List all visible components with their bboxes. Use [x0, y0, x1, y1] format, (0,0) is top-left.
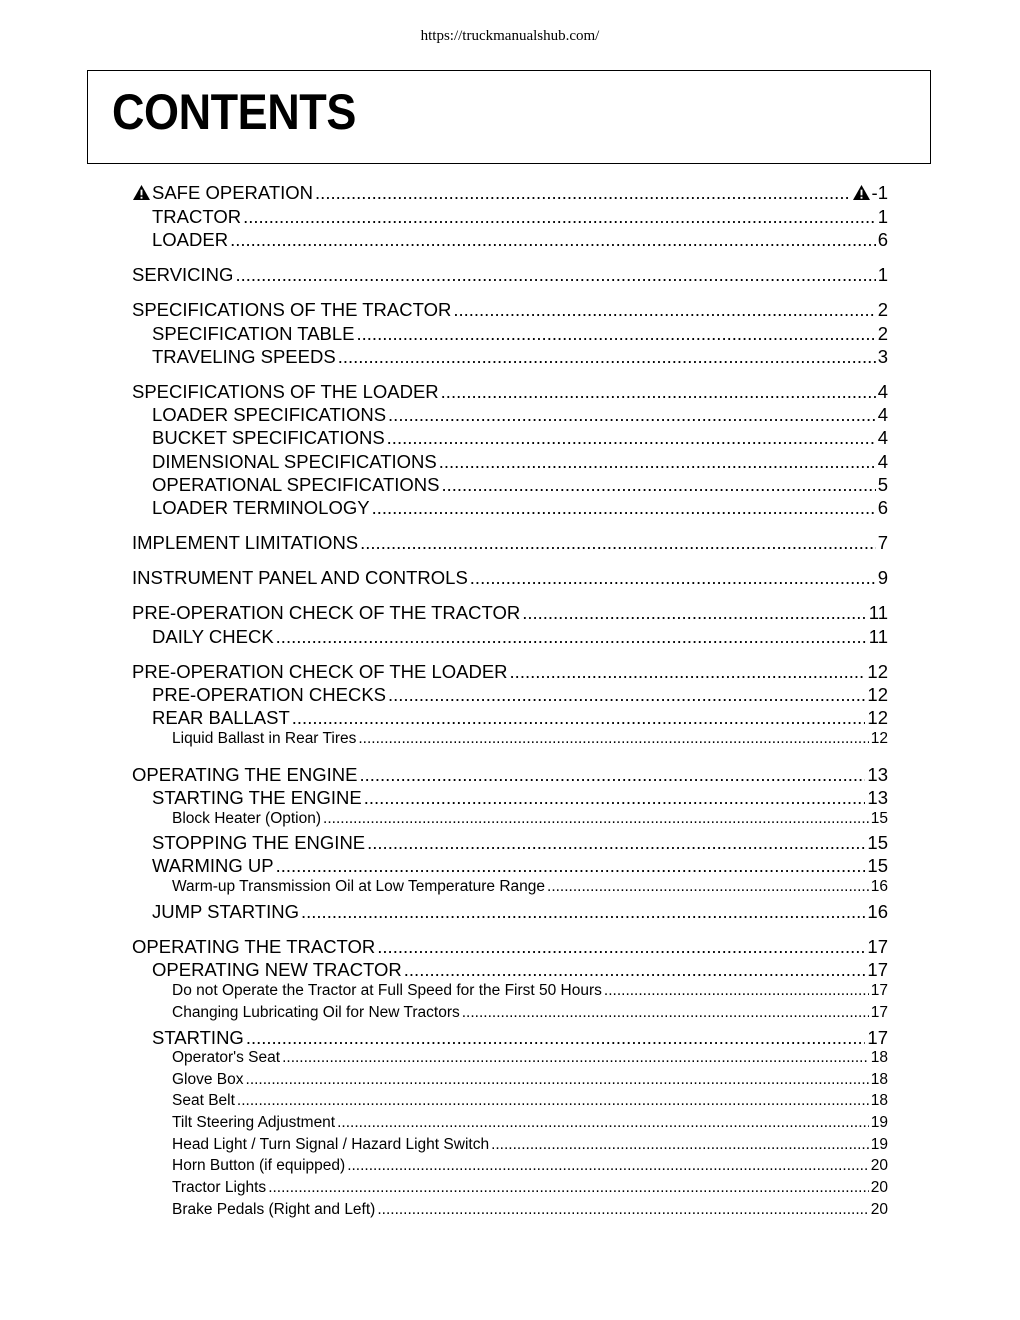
toc-entry-text: Operator's Seat: [172, 1049, 281, 1066]
toc-entry-label: [152, 451, 437, 473]
toc-entry-text: SERVICING: [132, 264, 234, 285]
toc-entry-text: LOADER TERMINOLOGY: [152, 497, 370, 518]
toc-entry-page-number: 5: [877, 474, 888, 495]
dot-leader: [372, 497, 876, 519]
toc-entry[interactable]: [172, 982, 888, 1000]
toc-entry-label: [172, 1092, 235, 1110]
toc-entry-page: [878, 567, 888, 589]
warning-icon: [132, 184, 151, 201]
toc-entry-text: SPECIFICATION TABLE: [152, 323, 355, 344]
toc-entry-text: Liquid Ballast in Rear Tires: [172, 730, 357, 747]
toc-entry-text: REAR BALLAST: [152, 707, 290, 728]
dot-leader: [388, 404, 876, 426]
dot-leader: [388, 684, 865, 706]
toc-entry-text: TRAVELING SPEEDS: [152, 346, 336, 367]
header-url: https://truckmanualshub.com/: [420, 28, 600, 44]
dot-leader: [359, 764, 865, 786]
toc-entry-text: OPERATING THE ENGINE: [132, 764, 358, 785]
toc-entry-page-number: 6: [877, 497, 888, 518]
toc-entry-page-number: 16: [870, 878, 888, 895]
dot-leader: [357, 323, 876, 345]
toc-entry-text: Glove Box: [172, 1071, 244, 1088]
toc-entry[interactable]: [172, 1157, 888, 1175]
dot-leader: [462, 1004, 869, 1022]
dot-leader: [510, 661, 866, 683]
toc-entry-page: [867, 684, 888, 706]
dot-leader: [292, 707, 866, 729]
toc-entry[interactable]: [152, 497, 888, 519]
dot-leader: [276, 855, 866, 877]
toc-entry-text: INSTRUMENT PANEL AND CONTROLS: [132, 567, 468, 588]
toc-entry-page: [871, 1114, 888, 1132]
toc-entry[interactable]: [172, 810, 888, 828]
toc-entry-page-number: 4: [877, 451, 888, 472]
toc-entry[interactable]: [172, 1136, 888, 1154]
toc-entry-text: Tractor Lights: [172, 1179, 267, 1196]
toc-entry-page-number: 19: [870, 1136, 888, 1153]
dot-leader: [377, 1201, 868, 1219]
toc-entry-page-number: 20: [870, 1179, 888, 1196]
warning-icon: [852, 184, 871, 201]
toc-entry-page: [878, 206, 888, 228]
toc-entry-text: Tilt Steering Adjustment: [172, 1114, 336, 1131]
toc-entry-page-number: 9: [877, 567, 888, 588]
toc-entry-page: [867, 764, 888, 786]
toc-entry-page-number: 17: [867, 1027, 888, 1048]
toc-entry-page: [867, 787, 888, 809]
toc-entry[interactable]: [132, 936, 888, 958]
toc-entry-page: [871, 1071, 888, 1089]
dot-leader: [243, 206, 876, 228]
toc-entry-label: [132, 567, 468, 589]
toc-entry-page-number: 11: [868, 602, 888, 623]
toc-entry-label: [172, 878, 545, 896]
toc-entry-page: [867, 707, 888, 729]
toc-entry-label: [132, 532, 358, 554]
toc-entry[interactable]: [172, 1201, 888, 1219]
toc-entry-text: PRE-OPERATION CHECK OF THE TRACTOR: [132, 602, 521, 623]
toc-entry-page: [867, 855, 888, 877]
toc-entry[interactable]: [172, 1049, 888, 1067]
toc-entry[interactable]: [152, 451, 888, 473]
toc-entry-page-number: 4: [877, 381, 888, 402]
toc-entry[interactable]: [172, 878, 888, 896]
toc-entry-text: Do not Operate the Tractor at Full Speed for the First 50 Hours: [172, 982, 602, 999]
toc-entry-page: [871, 878, 888, 896]
toc-entry-page-number: 11: [868, 626, 888, 647]
toc-entry[interactable]: [152, 206, 888, 228]
dot-leader: [237, 1092, 869, 1110]
dot-leader: [337, 1114, 869, 1132]
toc-entry-page: [869, 602, 888, 624]
toc-entry[interactable]: [152, 626, 888, 648]
toc-entry[interactable]: [152, 323, 888, 345]
toc-entry-text: LOADER: [152, 229, 229, 250]
toc-entry[interactable]: [132, 299, 888, 321]
toc-entry-text: SAFE OPERATION: [152, 182, 314, 203]
toc-entry-page-number: 3: [877, 346, 888, 367]
toc-entry[interactable]: [152, 707, 888, 729]
dot-leader: [377, 936, 865, 958]
toc-entry[interactable]: [152, 684, 888, 706]
dot-leader: [387, 427, 876, 449]
toc-entry-page-number: 17: [867, 936, 888, 957]
toc-entry-text: STOPPING THE ENGINE: [152, 832, 366, 853]
dot-leader: [360, 532, 876, 554]
toc-entry-page-number: 4: [877, 404, 888, 425]
toc-entry-label: [172, 1071, 244, 1089]
toc-entry[interactable]: [152, 474, 888, 496]
toc-entry-page-number: 12: [867, 684, 888, 705]
toc-entry-page-number: 2: [877, 299, 888, 320]
toc-entry-page: [867, 1027, 888, 1049]
toc-entry[interactable]: [132, 567, 888, 589]
toc-entry-page: [852, 182, 888, 204]
toc-entry[interactable]: [152, 901, 888, 923]
toc-entry[interactable]: [132, 602, 888, 624]
toc-entry-text: OPERATING THE TRACTOR: [132, 936, 376, 957]
toc-entry-text: Head Light / Turn Signal / Hazard Light Switch: [172, 1136, 490, 1153]
toc-entry-page: [867, 661, 888, 683]
toc-entry-page-number: 12: [870, 730, 888, 747]
toc-entry[interactable]: [132, 182, 888, 204]
toc-entry-text: OPERATING NEW TRACTOR: [152, 959, 402, 980]
toc-entry-page-number: 19: [870, 1114, 888, 1131]
toc-entry-text: STARTING THE ENGINE: [152, 787, 362, 808]
toc-entry-page-number: 13: [867, 787, 888, 808]
toc-entry-page-number: 6: [877, 229, 888, 250]
toc-entry-page: [878, 299, 888, 321]
toc-entry-page-number: 12: [867, 707, 888, 728]
toc-entry-text: LOADER SPECIFICATIONS: [152, 404, 387, 425]
toc-entry-page-number: 20: [870, 1157, 888, 1174]
toc-entry-text: Changing Lubricating Oil for New Tractors: [172, 1004, 460, 1021]
toc-entry[interactable]: [152, 404, 888, 426]
toc-entry-page: [871, 730, 888, 748]
dot-leader: [323, 810, 869, 828]
toc-entry-text: Seat Belt: [172, 1092, 235, 1109]
toc-entry[interactable]: [172, 1179, 888, 1197]
toc-entry-page-number: 15: [867, 855, 888, 876]
dot-leader: [547, 878, 869, 896]
toc-entry-page-number: 20: [870, 1201, 888, 1218]
toc-entry-page: [871, 1049, 888, 1067]
toc-entry-page-number: 17: [870, 1004, 888, 1021]
toc-entry-page-number: 17: [870, 982, 888, 999]
toc-entry-label: [172, 1201, 375, 1219]
toc-entry-text: Block Heater (Option): [172, 810, 322, 827]
toc-entry-text: Warm-up Transmission Oil at Low Temperature Range: [172, 878, 546, 895]
toc-entry[interactable]: [172, 1004, 888, 1022]
title-box: [87, 70, 931, 164]
toc-entry-label: [132, 381, 439, 403]
toc-entry-page-number: 16: [867, 901, 888, 922]
toc-entry-label: [132, 299, 451, 321]
toc-entry-label: [152, 427, 385, 449]
toc-entry-label: [152, 787, 362, 809]
dot-leader: [441, 381, 876, 403]
toc-entry-page: [871, 1157, 888, 1175]
toc-entry[interactable]: [152, 427, 888, 449]
toc-entry-page-number: 15: [867, 832, 888, 853]
toc-entry-page: [867, 901, 888, 923]
toc-entry-page: [878, 474, 888, 496]
dot-leader: [235, 264, 875, 286]
toc-entry-page: [878, 497, 888, 519]
toc-entry[interactable]: [132, 532, 888, 554]
toc-entry-label: [152, 346, 336, 368]
toc-entry[interactable]: [172, 1071, 888, 1089]
toc-entry-page: [878, 451, 888, 473]
toc-entry-page: [871, 1201, 888, 1219]
toc-entry-text: DIMENSIONAL SPECIFICATIONS: [152, 451, 437, 472]
toc-entry-page-number: 1: [877, 264, 888, 285]
toc-entry-label: [152, 497, 370, 519]
toc-entry-label: [172, 1114, 335, 1132]
dot-leader: [453, 299, 875, 321]
toc-entry-page: [878, 532, 888, 554]
toc-entry-page: [878, 404, 888, 426]
dot-leader: [358, 730, 868, 748]
toc-entry[interactable]: [172, 730, 888, 748]
toc-entry-page: [867, 959, 888, 981]
toc-entry-label: [132, 936, 375, 958]
toc-entry-text: TRACTOR: [152, 206, 242, 227]
toc-entry-text: SPECIFICATIONS OF THE TRACTOR: [132, 299, 452, 320]
toc-entry-page-number: 4: [877, 427, 888, 448]
toc-entry-label: [152, 832, 365, 854]
toc-entry-label: [152, 474, 439, 496]
dot-leader: [315, 182, 850, 204]
toc-entry[interactable]: [152, 959, 888, 981]
toc-entry-text: STARTING: [152, 1027, 244, 1048]
toc-entry-label: [152, 855, 274, 877]
toc-entry-text: Horn Button (if equipped): [172, 1157, 346, 1174]
toc-entry-label: [132, 764, 357, 786]
dot-leader: [338, 346, 876, 368]
toc-entry-page: [871, 1136, 888, 1154]
dot-leader: [441, 474, 875, 496]
toc-entry-label: [152, 684, 386, 706]
toc-entry-text: PRE-OPERATION CHECKS: [152, 684, 387, 705]
toc-entry-label: [152, 206, 241, 228]
toc-entry-label: [172, 1157, 345, 1175]
toc-entry-page: [878, 229, 888, 251]
toc-entry-page: [869, 626, 888, 648]
dot-leader: [404, 959, 866, 981]
toc-entry[interactable]: [132, 764, 888, 786]
toc-entry-page: [878, 427, 888, 449]
toc-entry-page-number: 1: [877, 206, 888, 227]
toc-entry-text: Brake Pedals (Right and Left): [172, 1201, 376, 1218]
toc-entry-label: [132, 661, 508, 683]
toc-entry[interactable]: [152, 346, 888, 368]
toc-entry-label: [152, 1027, 244, 1049]
toc-entry-label: [172, 982, 602, 1000]
toc-entry-label: [152, 626, 274, 648]
toc-entry-page-number: 18: [870, 1092, 888, 1109]
dot-leader: [230, 229, 876, 251]
toc-entry[interactable]: [172, 1114, 888, 1132]
toc-entry-label: [132, 602, 520, 624]
toc-entry-page-number: 7: [877, 532, 888, 553]
toc-entry-label: [152, 901, 299, 923]
toc-entry-label: [172, 1049, 280, 1067]
toc-entry-text: WARMING UP: [152, 855, 274, 876]
dot-leader: [268, 1179, 869, 1197]
toc-entry[interactable]: [152, 855, 888, 877]
toc-entry-label: [152, 959, 402, 981]
toc-entry[interactable]: [172, 1092, 888, 1110]
dot-leader: [491, 1136, 869, 1154]
dot-leader: [439, 451, 876, 473]
dot-leader: [367, 832, 865, 854]
dot-leader: [246, 1071, 869, 1089]
toc-entry-page: [867, 936, 888, 958]
toc-entry-text: SPECIFICATIONS OF THE LOADER: [132, 381, 439, 402]
toc-entry-label: [172, 1136, 489, 1154]
toc-entry-text: BUCKET SPECIFICATIONS: [152, 427, 385, 448]
dot-leader: [246, 1027, 866, 1049]
toc-entry[interactable]: [132, 381, 888, 403]
toc-entry-page: [871, 1004, 888, 1022]
dot-leader: [347, 1157, 869, 1175]
toc-entry-label: [152, 323, 355, 345]
toc-entry-page: [871, 810, 888, 828]
toc-entry-label: [172, 1179, 266, 1197]
toc-entry-label: [152, 404, 386, 426]
toc-entry-page-number: -1: [871, 182, 888, 203]
toc-entry-text: OPERATIONAL SPECIFICATIONS: [152, 474, 440, 495]
toc-entry[interactable]: [152, 1027, 888, 1049]
toc-entry-text: JUMP STARTING: [152, 901, 299, 922]
toc-entry-page: [871, 982, 888, 1000]
toc-entry-label: [172, 1004, 460, 1022]
toc-entry-page: [878, 323, 888, 345]
toc-entry-page: [878, 381, 888, 403]
toc-entry-label: [172, 810, 321, 828]
dot-leader: [522, 602, 867, 624]
toc-entry-page-number: 12: [867, 661, 888, 682]
toc-entry-page-number: 2: [877, 323, 888, 344]
toc-entry-label: [152, 707, 290, 729]
toc-entry[interactable]: [152, 787, 888, 809]
toc-entry-label: [132, 182, 313, 204]
toc-entry-page-number: 17: [867, 959, 888, 980]
toc-entry-text: DAILY CHECK: [152, 626, 274, 647]
toc-entry[interactable]: [132, 661, 888, 683]
dot-leader: [364, 787, 866, 809]
toc-entry-page-number: 15: [870, 810, 888, 827]
toc-entry-page: [867, 832, 888, 854]
toc-entry-label: [132, 264, 233, 286]
toc-entry-page-number: 13: [867, 764, 888, 785]
toc-entry-page: [878, 264, 888, 286]
toc-entry-label: [152, 229, 228, 251]
page-title: CONTENTS: [112, 84, 356, 140]
dot-leader: [470, 567, 876, 589]
toc-entry[interactable]: [152, 229, 888, 251]
toc-entry-page: [878, 346, 888, 368]
dot-leader: [282, 1049, 869, 1067]
toc-entry-text: IMPLEMENT LIMITATIONS: [132, 532, 359, 553]
toc-entry-label: [172, 730, 356, 748]
dot-leader: [301, 901, 865, 923]
toc-entry[interactable]: [132, 264, 888, 286]
dot-leader: [276, 626, 867, 648]
toc-entry-page-number: 18: [870, 1049, 888, 1066]
toc-entry[interactable]: [152, 832, 888, 854]
dot-leader: [604, 982, 869, 1000]
toc-entry-page: [871, 1179, 888, 1197]
toc-entry-page-number: 18: [870, 1071, 888, 1088]
toc-entry-page: [871, 1092, 888, 1110]
toc-entry-text: PRE-OPERATION CHECK OF THE LOADER: [132, 661, 508, 682]
